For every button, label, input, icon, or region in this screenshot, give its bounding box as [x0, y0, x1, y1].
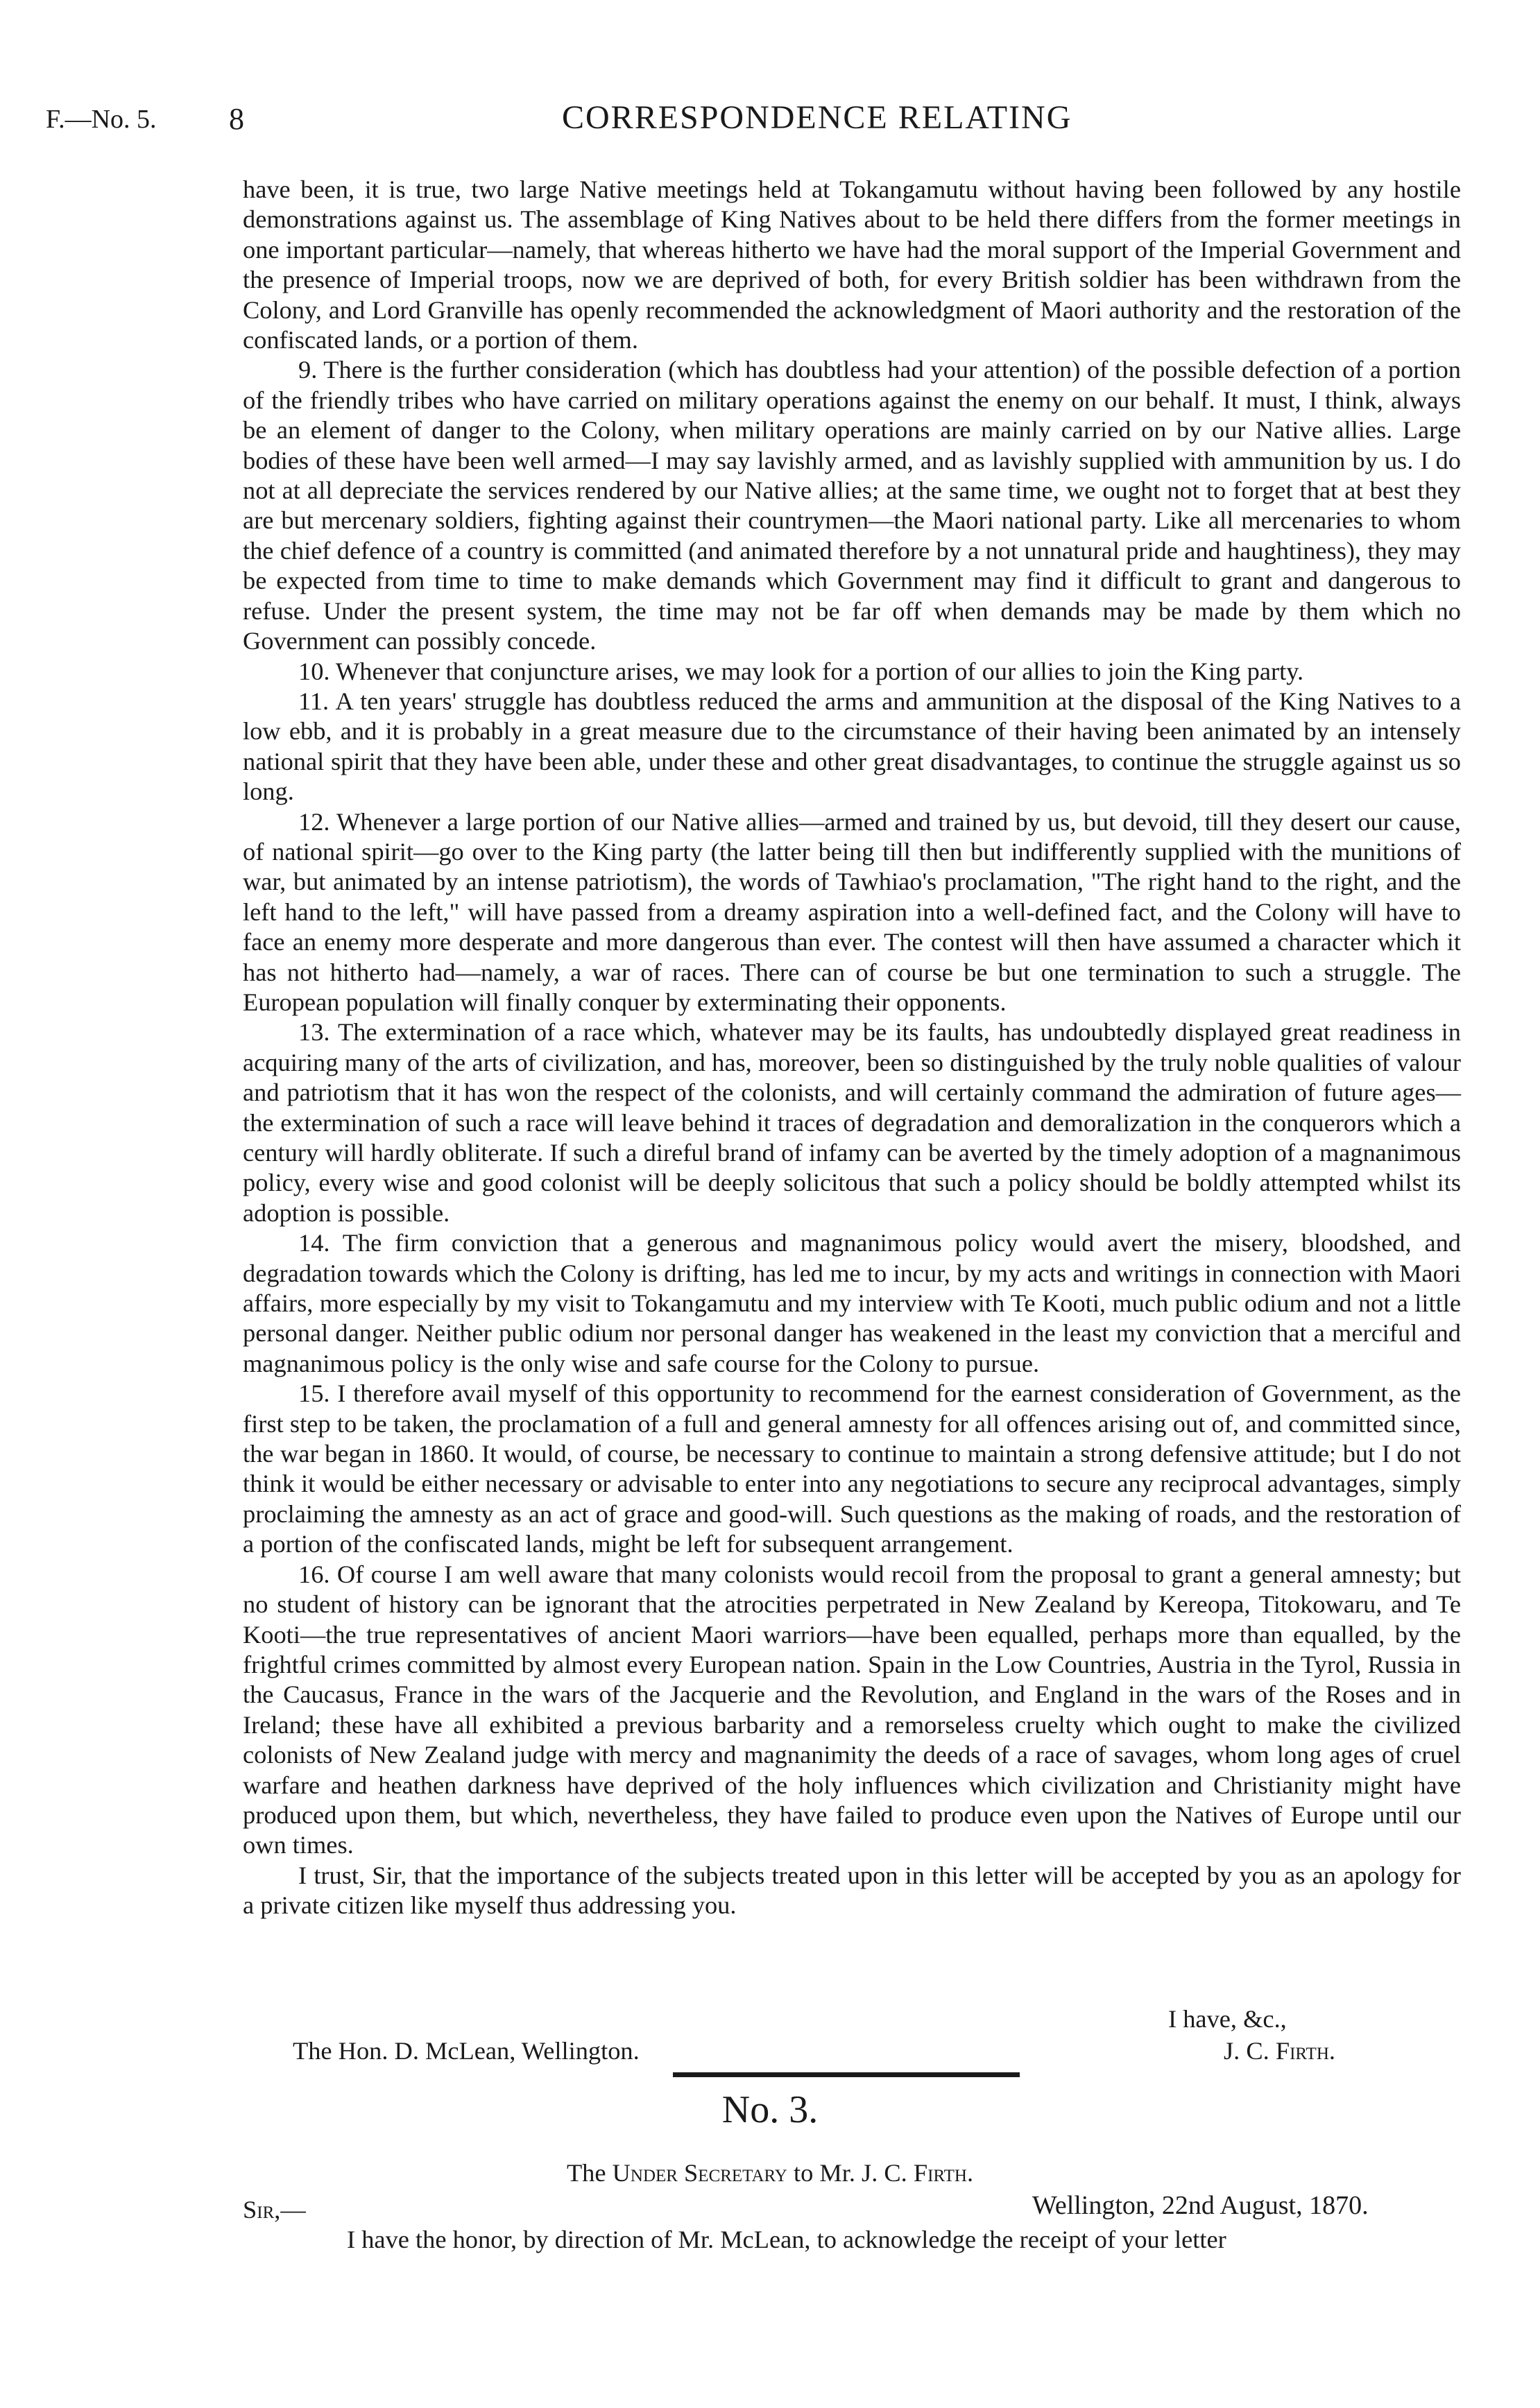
letter-subtitle: The Under Secretary to Mr. J. C. Firth. [566, 2159, 974, 2187]
subtitle-from: The [566, 2159, 606, 2187]
paragraph-closing: I trust, Sir, that the importance of the subjects treated upon in this letter will be accepted by you as an apology for a private citizen like myself thus addressing you. [243, 1861, 1461, 1920]
paragraph-13: 13. The extermination of a race which, whatever may be its faults, has undoubtedly displayed great readiness in acquiring many of the arts of civilization, and has, moreover, been so distinguished by the truly noble qualities of valour and patriotism that it has won the respect of the colonists, and will certainly command the admiration of future ages—the extermination of such a race will leave behind it traces of degradation and demoralization in the conquerors which a century will hardly obliterate. If such a direful brand of infamy can be averted by the timely adoption of a magnanimous policy, every wise and good colonist will be deeply solicitous that such a policy should be boldly attempted whilst its adoption is possible. [243, 1018, 1461, 1227]
section-divider [673, 2072, 1020, 2077]
dateline: Wellington, 22nd August, 1870. [1032, 2191, 1369, 2220]
subtitle-to: to Mr. J. C. [793, 2159, 907, 2187]
paragraph-9: 9. There is the further consideration (which has doubtless had your attention) of the possible defection of a portion of the friendly tribes who have carried on military operations against the enemy on our behalf. It must, I think, always be an element of danger to the Colony, when military operations are mainly carried on by our Native allies. Large bodies of these have been well armed—I may say lavishly armed, and as lavishly supplied with ammunition by us. I do not at all depreciate the services rendered by our Native allies; at the same time, we ought not to forget that at best they are but mercenary soldiers, fighting against their countrymen—the Maori national party. Like all mercenaries to whom the chief defence of a country is committed (and animated therefore by a not unnatural pride and haughtiness), they may be expected from time to time to make demands which Government may find it difficult to grant and dangerous to refuse. Under the present system, the time may not be far off when demands may be made by them which no Government can possibly concede. [243, 356, 1461, 655]
signature: J. C. Firth. [1224, 2037, 1335, 2065]
paragraph-14: 14. The firm conviction that a generous and magnanimous policy would avert the misery, bloodshed, and degradation towards which the Colony is drifting, has led me to incur, by my acts and writings in connection with Maori affairs, more especially by my visit to Tokangamutu and my interview with Te Kooti, much public odium and not a little personal danger. Neither public odium nor personal danger has weakened in the least my conviction that a merciful and magnanimous policy is the only wise and safe course for the Colony to pursue. [243, 1229, 1461, 1377]
paragraph-11: 11. A ten years' struggle has doubtless reduced the arms and ammunition at the disposal of the King Natives to a low ebb, and it is probably in a great measure due to the circumstance of their having been animated by an intensely national spirit that they have been able, under these and other great disadvantages, to continue the struggle against us so long. [243, 687, 1461, 806]
subtitle-sender: Under Secretary [612, 2159, 787, 2187]
letter-first-line: I have the honor, by direction of Mr. McLean, to acknowledge the receipt of your letter [347, 2226, 1226, 2253]
paragraph-12: 12. Whenever a large portion of our Native allies—armed and trained by us, but devoid, till they desert our cause, of national spirit—go over to the King party (the latter being till then but indifferently supplied with the munitions of war, but animated by an intense patriotism), the words of Tawhiao's proclamation, "The right hand to the right, and the left hand to the left," will have passed from a dreamy aspiration into a well-defined fact, and the Colony will have to face an enemy more desperate and more dangerous than ever. The contest will then have assumed a character which it has not hitherto had—namely, a war of races. There can of course be but one termination to such a struggle. The European population will finally conquer by exterminating their opponents. [243, 807, 1461, 1016]
page-number: 8 [229, 102, 244, 136]
addressee: The Hon. D. McLean, Wellington. [293, 2037, 640, 2065]
paragraph-continued: have been, it is true, two large Native meetings held at Tokangamutu without having been followed by any hostile demonstrations against us. The assemblage of King Natives about to be held there differs from the former meetings in one important particular—namely, that whereas hitherto we have had the moral support of the Imperial Government and the presence of Imperial troops, now we are deprived of both, for every British soldier has been withdrawn from the Colony, and Lord Granville has openly recommended the acknowledgment of Maori authority and the restoration of the confiscated lands, or a portion of them. [243, 175, 1461, 354]
valediction: I have, &c., [1168, 2005, 1287, 2033]
letter-body [243, 175, 1461, 1921]
salutation: Sir,— [243, 2196, 306, 2224]
paragraph-10: 10. Whenever that conjuncture arises, we may look for a portion of our allies to join the King party. [298, 657, 1304, 685]
subtitle-recipient: Firth [913, 2159, 967, 2187]
letter-number-heading: No. 3. [721, 2088, 819, 2131]
paragraph-16: 16. Of course I am well aware that many colonists would recoil from the proposal to grant a general amnesty; but no student of history can be ignorant that the atrocities perpetrated in New Zealand by Kereopa, Titokowaru, and Te Kooti—the true representatives of ancient Maori warriors—have been equalled, perhaps more than equalled, by the frightful crimes committed by almost every European nation. Spain in the Low Countries, Austria in the Tyrol, Russia in the Caucasus, France in the wars of the Jacquerie and the Revolution, and England in the wars of the Roses and in Ireland; these have all exhibited a previous barbarity and a remorseless cruelty which ought to make the civilized colonists of New Zealand judge with mercy and magnanimity the deeds of a race of savages, whom long ages of cruel warfare and heathen darkness have deprived of the holy influences which civilization and Christianity might have produced upon them, but which, nevertheless, they have failed to produce even upon the Natives of Europe until our own times. [243, 1560, 1461, 1859]
running-title: CORRESPONDENCE RELATING [562, 99, 1072, 136]
page-reference: F.—No. 5. [46, 105, 157, 134]
paragraph-15: 15. I therefore avail myself of this opportunity to recommend for the earnest consideration of Government, as the first step to be taken, the proclamation of a full and general amnesty for all offences arising out of, and committed since, the war began in 1860. It would, of course, be necessary to continue to maintain a strong defensive attitude; but I do not think it would be either necessary or advisable to enter into any negotiations to secure any reciprocal advantages, simply proclaiming the amnesty as an act of grace and good-will. Such questions as the making of roads, and the restoration of a portion of the confiscated lands, might be left for subsequent arrangement. [243, 1379, 1461, 1558]
